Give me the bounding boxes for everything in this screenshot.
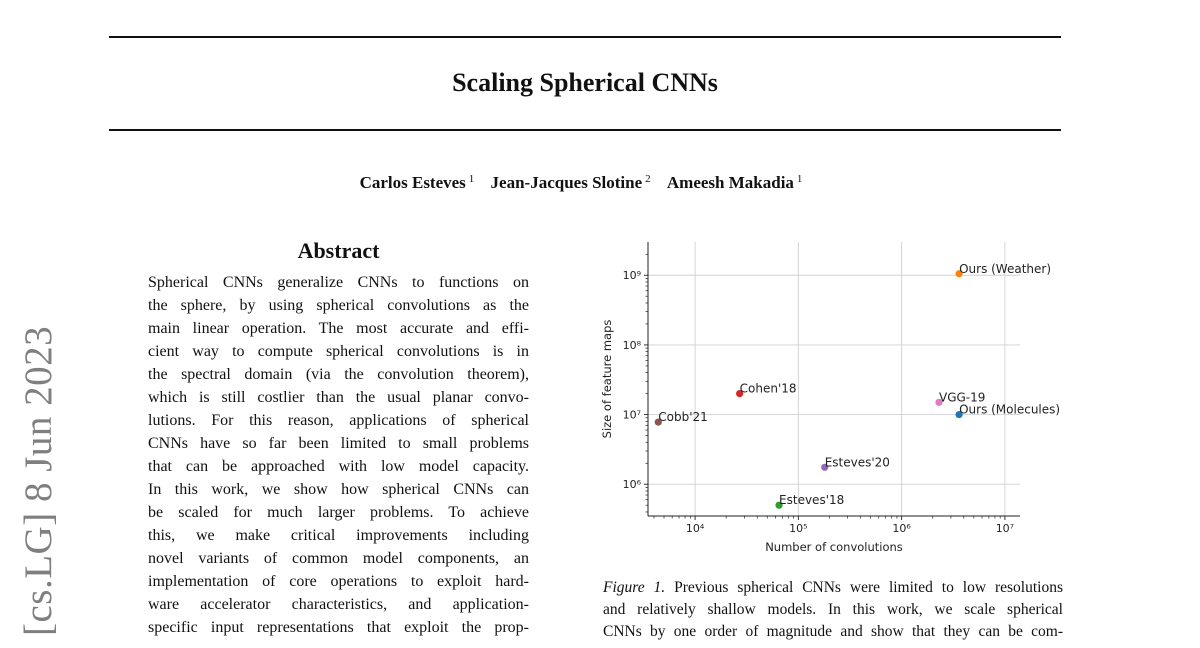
x-tick-label: 10⁴	[685, 522, 705, 535]
abstract-heading: Abstract	[297, 238, 380, 263]
x-tick-label: 10⁶	[892, 522, 911, 535]
author-affiliation: 2	[645, 173, 651, 185]
abstract-line: this, we make critical improvements including	[148, 527, 529, 544]
y-tick-label: 10⁸	[622, 338, 641, 352]
y-tick-label: 10⁷	[622, 408, 641, 422]
figure-1-caption	[603, 577, 1063, 643]
abstract-line: lutions. For this reason, applications of spherical	[148, 412, 529, 429]
data-point-label: Esteves'18	[779, 493, 845, 508]
abstract-line: Spherical CNNs generalize CNNs to functions on	[148, 274, 529, 291]
data-point-label: Ours (Molecules)	[959, 402, 1061, 417]
y-tick-label: 10⁹	[622, 269, 641, 283]
data-point-label: Ours (Weather)	[959, 261, 1052, 276]
title-rule-bottom	[109, 129, 1061, 131]
caption-label: Figure 1.	[603, 579, 666, 596]
abstract-line: novel variants of common model components, an	[148, 550, 529, 567]
author-list	[0, 173, 1162, 193]
paper-title: Scaling Spherical CNNs	[452, 68, 718, 97]
caption-line	[603, 577, 1063, 599]
caption-text: Previous spherical CNNs were limited to low resolutions	[674, 579, 1063, 596]
data-point-label: Cohen'18	[739, 381, 797, 396]
data-point-label: Esteves'20	[824, 455, 890, 470]
y-tick-label: 10⁶	[622, 478, 641, 492]
x-axis-label: Number of convolutions	[765, 540, 903, 554]
abstract-line: CNNs have so far been limited to small problems	[148, 435, 529, 452]
abstract-line: specific input representations that exploit the prop-	[148, 619, 529, 636]
data-point-label: Cobb'21	[658, 410, 708, 425]
author-name: Ameesh Makadia	[666, 173, 794, 192]
author-name: Carlos Esteves	[359, 173, 466, 192]
abstract-line: implementation of core operations to exploit hard-	[148, 573, 529, 590]
x-tick-label: 10⁵	[789, 522, 808, 535]
y-axis-label: Size of feature maps	[600, 319, 614, 439]
author-1	[360, 173, 475, 192]
abstract-line: the sphere, by using spherical convolutions as the	[148, 297, 529, 314]
abstract-body	[148, 271, 529, 639]
author-3	[667, 173, 803, 192]
caption-line: CNNs by one order of magnitude and show that they can be com-	[603, 623, 1063, 640]
author-affiliation: 1	[468, 173, 475, 185]
abstract-line: main linear operation. The most accurate and effi-	[148, 320, 529, 337]
data-point-label: VGG-19	[938, 390, 986, 405]
abstract-line: that can be approached with low model capacity.	[148, 458, 529, 475]
abstract-line: ware accelerator characteristics, and application-	[148, 596, 529, 613]
abstract-line: cient way to compute spherical convolutions is in	[148, 343, 529, 360]
author-name: Jean-Jacques Slotine	[490, 173, 643, 192]
arxiv-side-stamp: [cs.LG] 8 Jun 2023	[17, 325, 60, 636]
abstract-line: the spectral domain (via the convolution theorem),	[148, 366, 529, 383]
abstract-line: In this work, we show how spherical CNNs can	[148, 481, 529, 498]
author-affiliation: 1	[796, 173, 803, 185]
abstract-line: be scaled for much larger problems. To achieve	[148, 504, 529, 521]
x-tick-label: 10⁷	[995, 522, 1015, 535]
author-2	[491, 173, 651, 192]
caption-line: and relatively shallow models. In this work, we scale spherical	[603, 601, 1063, 618]
abstract-line: which is still costlier than the usual planar convo-	[148, 389, 529, 406]
title-rule-top	[109, 36, 1061, 38]
figure-1-scatter-plot	[596, 232, 1066, 562]
